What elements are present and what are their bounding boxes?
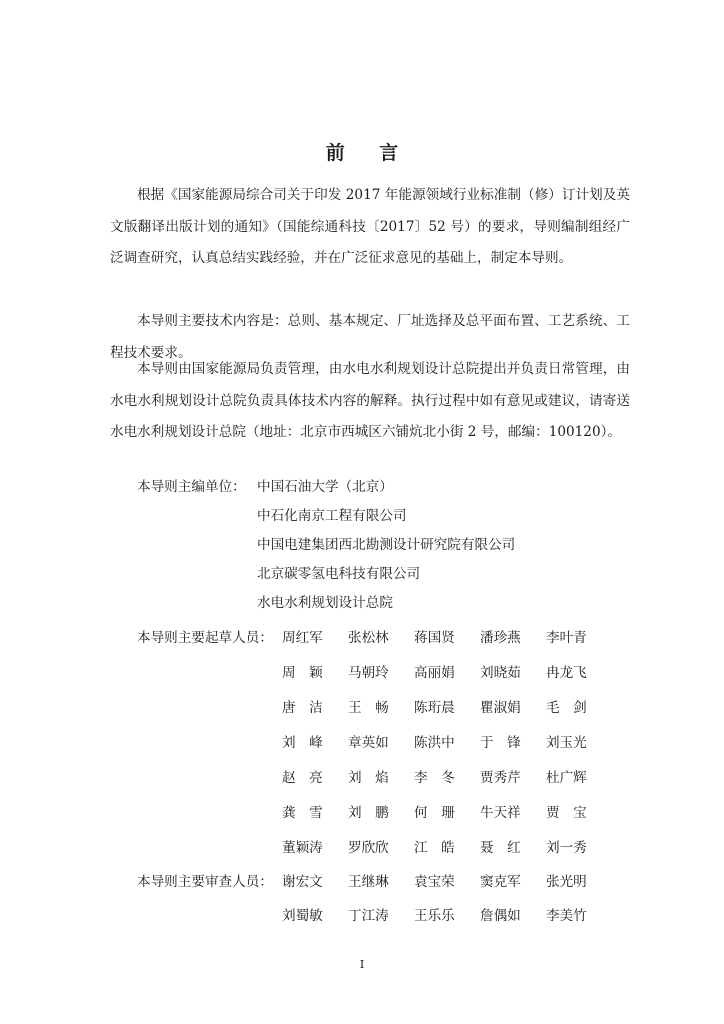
drafter-name: 陈珩晨 [414, 700, 455, 716]
chief-unit: 中国石油大学（北京） [257, 479, 393, 495]
drafter-name: 马朝玲 [348, 665, 389, 681]
reviewer-name: 王继琳 [348, 874, 389, 890]
drafter-row [282, 625, 612, 651]
drafter-row [282, 765, 612, 791]
drafter-name: 聂 红 [480, 840, 521, 856]
drafter-name: 李 冬 [414, 770, 455, 786]
reviewer-name: 谢宏文 [282, 874, 323, 890]
drafter-name: 毛 剑 [546, 700, 587, 716]
drafter-name: 王 畅 [348, 700, 389, 716]
reviewer-name: 窦克军 [480, 874, 521, 890]
drafter-name: 陈洪中 [414, 735, 455, 751]
drafter-name: 董颖涛 [282, 840, 323, 856]
drafter-name: 刘一秀 [546, 840, 587, 856]
chief-unit: 中国电建集团西北勘测设计研究院有限公司 [257, 537, 516, 553]
chief-unit: 中石化南京工程有限公司 [257, 508, 407, 524]
reviewer-name: 詹偶如 [480, 908, 521, 924]
paragraph-basis: 根据《国家能源局综合司关于印发 2017 年能源领域行业标准制（修）订计划及英文版翻译出版计划的通知》（国能综通科技〔2017〕52 号）的要求，导则编制组经广泛调查研究，认真总结实践经验，并在广泛征求意见的基础上，制定本导则。 [110, 187, 630, 266]
drafter-name: 贾秀芹 [480, 770, 521, 786]
drafter-name: 何 珊 [414, 805, 455, 821]
drafter-name: 刘玉光 [546, 735, 587, 751]
reviewer-name: 王乐乐 [414, 908, 455, 924]
drafter-name: 刘 峰 [282, 735, 323, 751]
drafter-row [282, 800, 612, 826]
drafter-name: 周红军 [282, 630, 323, 646]
chief-units-label: 本导则主编单位： [137, 479, 246, 495]
reviewers-label: 本导则主要审查人员： [137, 874, 273, 890]
drafters-label: 本导则主要起草人员： [137, 630, 273, 646]
drafter-name: 龚 雪 [282, 805, 323, 821]
drafter-name: 杜广辉 [546, 770, 587, 786]
drafter-name: 刘 鹏 [348, 805, 389, 821]
drafter-name: 蒋国贤 [414, 630, 455, 646]
reviewer-name: 丁江涛 [348, 908, 389, 924]
drafter-row [282, 660, 612, 686]
reviewer-row [282, 903, 612, 929]
drafter-name: 张松林 [348, 630, 389, 646]
drafter-name: 江 皓 [414, 840, 455, 856]
paragraph-management: 本导则由国家能源局负责管理，由水电水利规划设计总院提出并负责日常管理，由水电水利规划设计总院负责具体技术内容的解释。执行过程中如有意见或建议，请寄送水电水利规划设计总院（地址：北京市西城区六铺炕北小街 2 号，邮编：100120）。 [110, 361, 630, 440]
page-title: 前 言 [325, 142, 413, 164]
reviewer-row [282, 869, 612, 895]
chief-unit: 水电水利规划设计总院 [257, 595, 393, 611]
drafter-name: 牛天祥 [480, 805, 521, 821]
reviewer-name: 李美竹 [546, 908, 587, 924]
drafter-name: 唐 洁 [282, 700, 323, 716]
drafter-name: 周 颖 [282, 665, 323, 681]
drafter-name: 刘晓茹 [480, 665, 521, 681]
chief-unit: 北京碳零氢电科技有限公司 [257, 566, 421, 582]
drafter-name: 瞿淑娟 [480, 700, 521, 716]
drafter-row [282, 730, 612, 756]
drafter-name: 于 锋 [480, 735, 521, 751]
drafter-name: 章英如 [348, 735, 389, 751]
drafter-name: 潘珍燕 [480, 630, 521, 646]
drafter-name: 高丽娟 [414, 665, 455, 681]
reviewer-name: 刘蜀敏 [282, 908, 323, 924]
drafter-row [282, 695, 612, 721]
drafter-name: 罗欣欣 [348, 840, 389, 856]
reviewer-name: 张光明 [546, 874, 587, 890]
drafter-name: 刘 焰 [348, 770, 389, 786]
page-number: I [359, 958, 365, 971]
drafter-name: 李叶青 [546, 630, 587, 646]
drafter-name: 贾 宝 [546, 805, 587, 821]
reviewer-name: 袁宝荣 [414, 874, 455, 890]
paragraph-content: 本导则主要技术内容是：总则、基本规定、厂址选择及总平面布置、工艺系统、工程技术要求。 [110, 313, 630, 361]
drafter-row [282, 835, 612, 861]
drafter-name: 冉龙飞 [546, 665, 587, 681]
drafter-name: 赵 亮 [282, 770, 323, 786]
